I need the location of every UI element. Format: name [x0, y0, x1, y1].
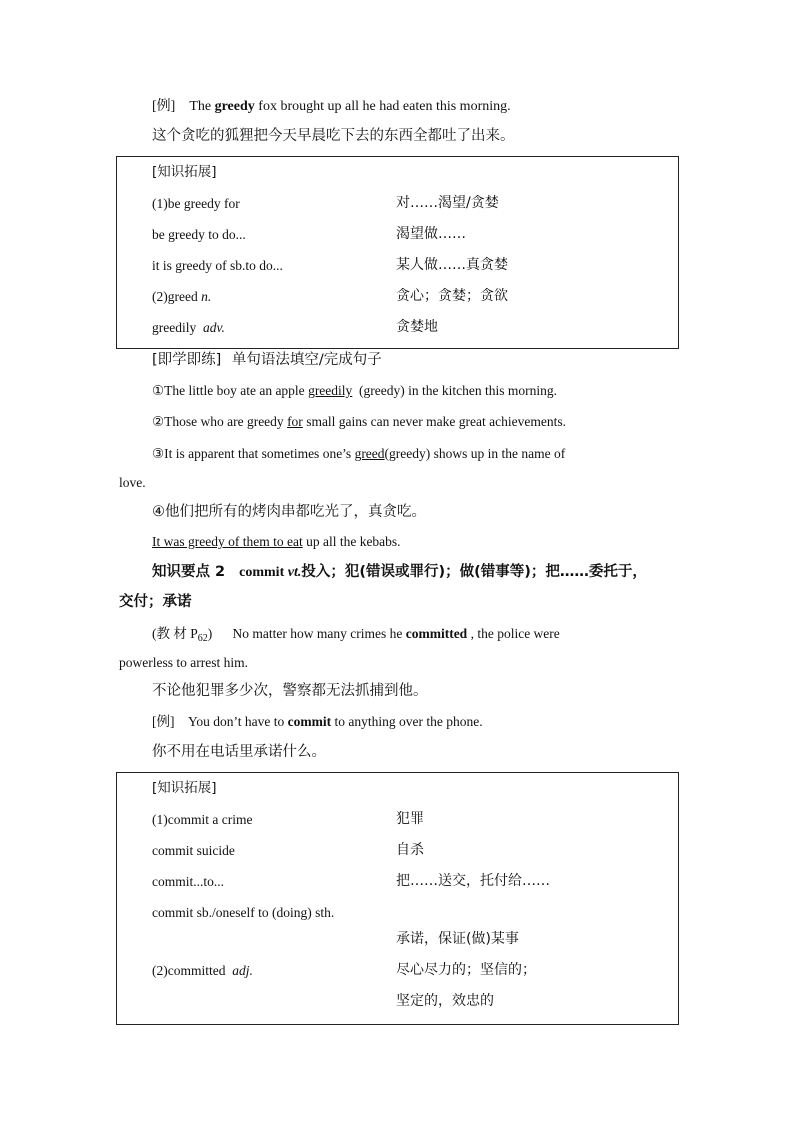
example-2-sentence: [例] You don’t have to commit to anything over the phone.	[152, 714, 483, 729]
box-row: (2)committed adj.	[152, 963, 253, 978]
box-row-meaning: 坚定的，效忠的	[396, 993, 494, 1009]
knowledge-point-2: 知识要点 2 commit vt.投入；犯(错误或罪行)；做(错事等)；把……委托于，	[152, 564, 647, 580]
box-row: commit sb./oneself to (doing) sth.	[152, 905, 335, 920]
keyword: greedy	[214, 99, 255, 114]
box-row: greedily adv.	[152, 320, 225, 335]
textbook-sentence-cont: powerless to arrest him.	[119, 655, 248, 670]
box-row-meaning: 尽心尽力的；坚信的；	[396, 962, 536, 978]
box-row: it is greedy of sb.to do...	[152, 258, 283, 273]
answer: for	[287, 414, 303, 429]
keyword: commit	[287, 714, 332, 729]
box-row-meaning: 贪婪地	[396, 319, 438, 335]
box-row: be greedy to do...	[152, 227, 246, 242]
box-row-meaning: 对……渴望/贪婪	[396, 195, 499, 211]
box-row: (2)greed n.	[152, 289, 212, 304]
example-1-translation: 这个贪吃的狐狸把今天早晨吃下去的东西全都吐了出来。	[152, 128, 515, 144]
practice-question-3: ③It is apparent that sometimes one’s greed(greedy) shows up in the name of	[152, 446, 566, 461]
practice-question-1: ①The little boy ate an apple greedily (greedy) in the kitchen this morning.	[152, 383, 557, 398]
box-row-meaning: 自杀	[396, 842, 424, 858]
box-row: (1)commit a crime	[152, 812, 253, 827]
box-row: commit suicide	[152, 843, 235, 858]
box-row-meaning: 贪心；贪婪；贪欲	[396, 288, 508, 304]
answer: greed	[354, 446, 385, 461]
knowledge-box-1	[116, 156, 679, 349]
box-row-meaning: 渴望做……	[396, 226, 466, 242]
example-2-translation: 你不用在电话里承诺什么。	[152, 744, 326, 760]
knowledge-point-2-cont: 交付；承诺	[119, 594, 192, 610]
example-1-sentence: [例] The greedy fox brought up all he had eaten this morning.	[152, 99, 511, 114]
box-row-meaning: 犯罪	[396, 811, 424, 827]
box-row-meaning: 某人做……真贪婪	[396, 257, 508, 273]
keyword: committed	[405, 626, 468, 641]
answer: greedily	[308, 383, 353, 398]
answer: It was greedy of them to eat	[152, 534, 303, 549]
textbook-sentence: (教 材 $P_{62}$) No matter how many crimes he committed , the police were	[152, 626, 560, 644]
practice-question-4-answer: It was greedy of them to eat up all the kebabs.	[152, 534, 401, 549]
knowledge-box-2	[116, 772, 679, 1025]
box-row: (1)be greedy for	[152, 196, 240, 211]
box-title: [知识拓展]	[152, 780, 217, 796]
textbook-translation: 不论他犯罪多少次，警察都无法抓捕到他。	[152, 683, 428, 699]
box-row: commit...to...	[152, 874, 224, 889]
practice-question-4: ④他们把所有的烤肉串都吃光了，真贪吃。	[152, 504, 426, 520]
practice-question-2: ②Those who are greedy for small gains can never make great achievements.	[152, 414, 566, 429]
practice-heading: [即学即练] 单句语法填空/完成句子	[152, 352, 382, 368]
practice-question-3-cont: love.	[119, 475, 146, 490]
box-title: [知识拓展]	[152, 164, 217, 180]
example-tag: [例]	[152, 99, 176, 114]
example-tag: [例]	[152, 714, 175, 729]
box-row-meaning: 承诺，保证(做)某事	[396, 931, 519, 947]
box-row-meaning: 把……送交，托付给……	[396, 873, 550, 889]
